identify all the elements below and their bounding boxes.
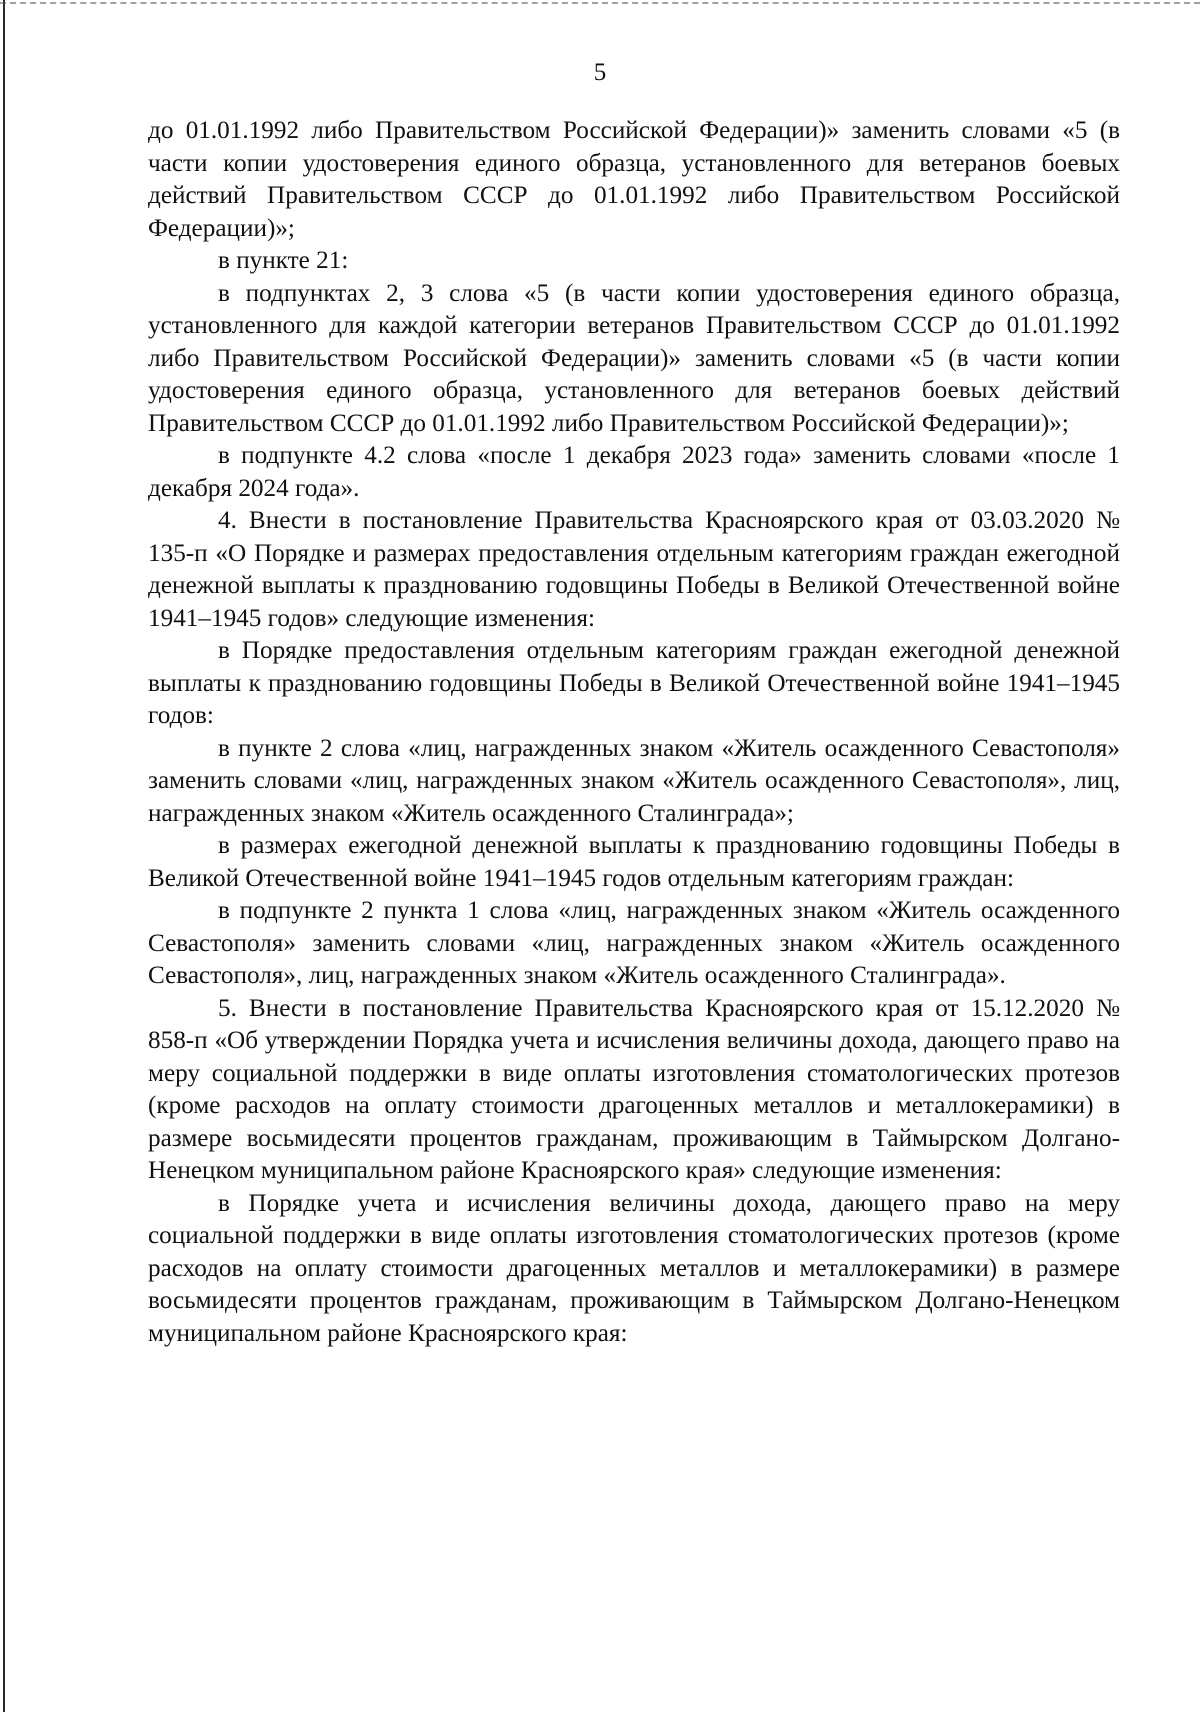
paragraph: в пункте 2 слова «лиц, награжденных знаком «Житель осажденного Севастополя» заменить словами «лиц, награжденных знаком «Житель осажденного Севастополя», лиц, награжденных знаком «Житель осажденного Сталинграда»; (148, 734, 1120, 827)
paragraph: в подпунктах 2, 3 слова «5 (в части копии удостоверения единого образца, установленного для каждой категории ветеранов Правительством СССР до 01.01.1992 либо Правительством Российской Федерации)» заменить словами «5 (в части копии удостоверения единого образца, установленного для ветеранов боевых действий Правительством СССР до 01.01.1992 либо Правительством Российской Федерации)»; (148, 279, 1120, 437)
paragraph: в подпункте 2 пункта 1 слова «лиц, награжденных знаком «Житель осажденного Севастополя» заменить словами «лиц, награжденных знаком «Житель осажденного Севастополя», лиц, награжденных знаком «Житель осажденного Сталинграда». (148, 897, 1120, 989)
page-number: 5 (593, 59, 607, 86)
scan-edge-top (0, 2, 1200, 4)
paragraph: в пункте 21: (218, 247, 349, 274)
paragraph: в подпункте 4.2 слова «после 1 декабря 2023 года» заменить словами «после 1 декабря 2024 года». (148, 442, 1120, 502)
paragraph: в Порядке предоставления отдельным категориям граждан ежегодной денежной выплаты к празднованию годовщины Победы в Великой Отечественной войне 1941–1945 годов: (148, 637, 1120, 729)
paragraph: в размерах ежегодной денежной выплаты к празднованию годовщины Победы в Великой Отечественной войне 1941–1945 годов отдельным категориям граждан: (148, 832, 1120, 892)
scan-edge-left (3, 0, 5, 1712)
paragraph-item-5: 5. Внести в постановление Правительства Красноярского края от 15.12.2020 № 858-п «Об утверждении Порядка учета и исчисления величины дохода, дающего право на меру социальной поддержки в виде оплаты изготовления стоматологических протезов (кроме расходов на оплату стоимости драгоценных металлов и металлокерамики) в размере восьмидесяти процентов гражданам, проживающим в Таймырском Долгано-Ненецком муниципальном районе Красноярского края» следующие изменения: (148, 994, 1120, 1184)
paragraph-continuation: до 01.01.1992 либо Правительством Российской Федерации)» заменить словами «5 (в части копии удостоверения единого образца, установленного для ветеранов боевых действий Правительством СССР до 01.01.1992 либо Правительством Российской Федерации)»; (148, 117, 1120, 242)
document-body (148, 115, 1120, 1350)
paragraph: в Порядке учета и исчисления величины дохода, дающего право на меру социальной поддержки в виде оплаты изготовления стоматологических протезов (кроме расходов на оплату стоимости драгоценных металлов и металлокерамики) в размере восьмидесяти процентов гражданам, проживающим в Таймырском Долгано-Ненецком муниципальном районе Красноярского края: (148, 1189, 1120, 1347)
paragraph-item-4: 4. Внести в постановление Правительства Красноярского края от 03.03.2020 № 135-п «О Порядке и размерах предоставления отдельным категориям граждан ежегодной денежной выплаты к празднованию годовщины Победы в Великой Отечественной войне 1941–1945 годов» следующие изменения: (148, 507, 1120, 632)
